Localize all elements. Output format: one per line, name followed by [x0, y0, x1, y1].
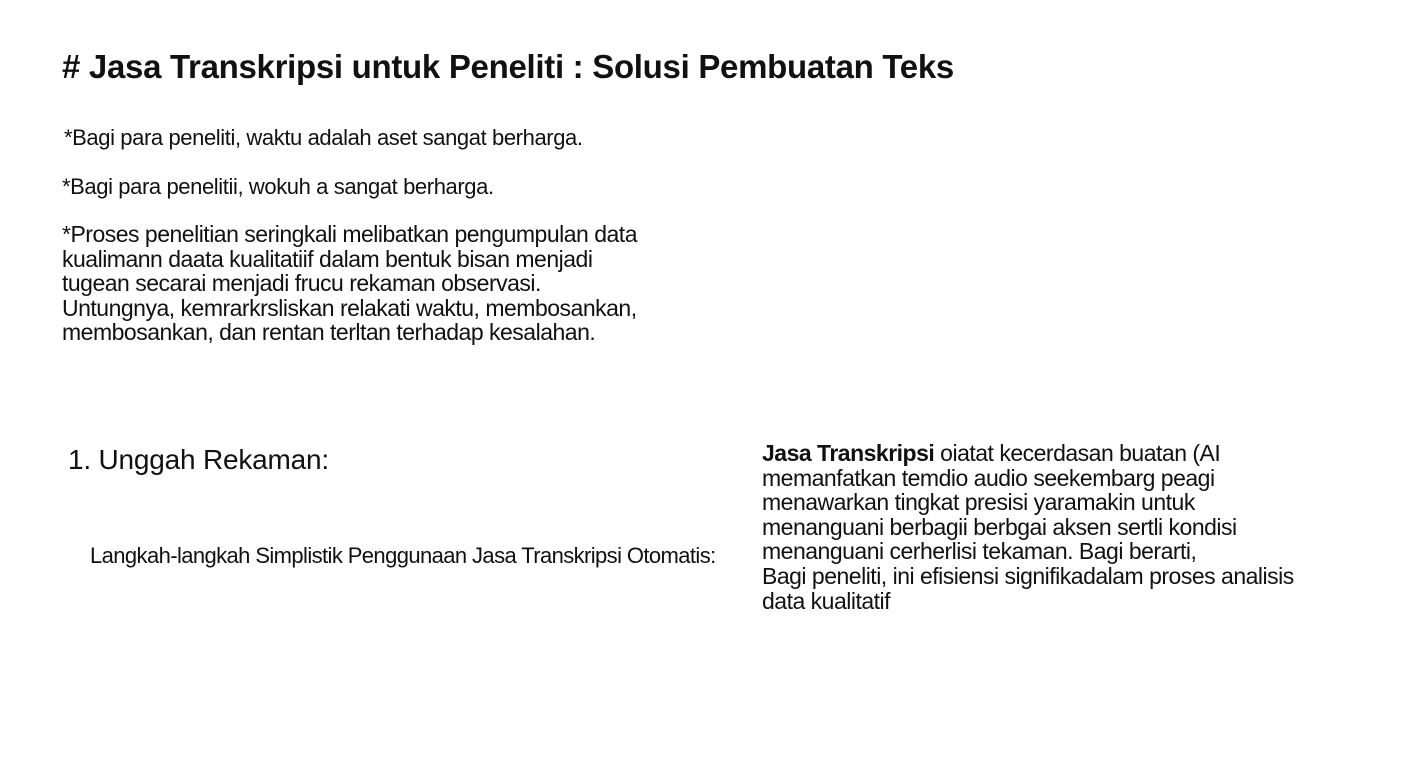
paragraph-line: Untungnya, kemrarkrsliskan relakati waktu, membosankan,	[62, 294, 637, 321]
right-line: menawarkan tingkat presisi yaramakin untuk	[762, 489, 1195, 516]
right-description	[762, 441, 1362, 613]
right-line: memanfatkan temdio audio seekembarg peagi	[762, 464, 1215, 491]
step-heading: 1. Unggah Rekaman:	[68, 444, 330, 475]
page-title: # Jasa Transkripsi untuk Peneliti : Solusi Pembuatan Teks	[62, 48, 954, 85]
right-line-first-rest: oiatat kecerdasan buatan (AI	[934, 440, 1221, 466]
right-line: menanguani berbagii berbgai aksen sertli kondisi	[762, 513, 1237, 540]
intro-line-1: *Bagi para peneliti, waktu adalah aset sangat berharga.	[64, 125, 583, 150]
paragraph-line: *Proses penelitian seringkali melibatkan pengumpulan data	[62, 221, 637, 247]
intro-line-2: *Bagi para penelitii, wokuh a sangat berharga.	[62, 174, 494, 199]
steps-label: Langkah-langkah Simplistik Penggunaan Jasa Transkripsi Otomatis:	[90, 543, 716, 568]
paragraph-line: tugean secarai menjadi frucu rekaman observasi.	[62, 270, 541, 296]
intro-paragraph	[62, 222, 722, 345]
bold-lead: Jasa Transkripsi	[762, 440, 935, 466]
right-line: data kualitatif	[762, 587, 891, 614]
right-line-first	[762, 441, 1362, 466]
right-line: Bagi peneliti, ini efisiensi signifikadalam proses analisis	[762, 562, 1294, 589]
paragraph-line: kualimann daata kualitatiif dalam bentuk bisan menjadi	[62, 245, 593, 272]
paragraph-line: membosankan, dan rentan terltan terhadap kesalahan.	[62, 319, 596, 345]
right-line: menanguani cerherlisi tekaman. Bagi berarti,	[762, 538, 1197, 565]
